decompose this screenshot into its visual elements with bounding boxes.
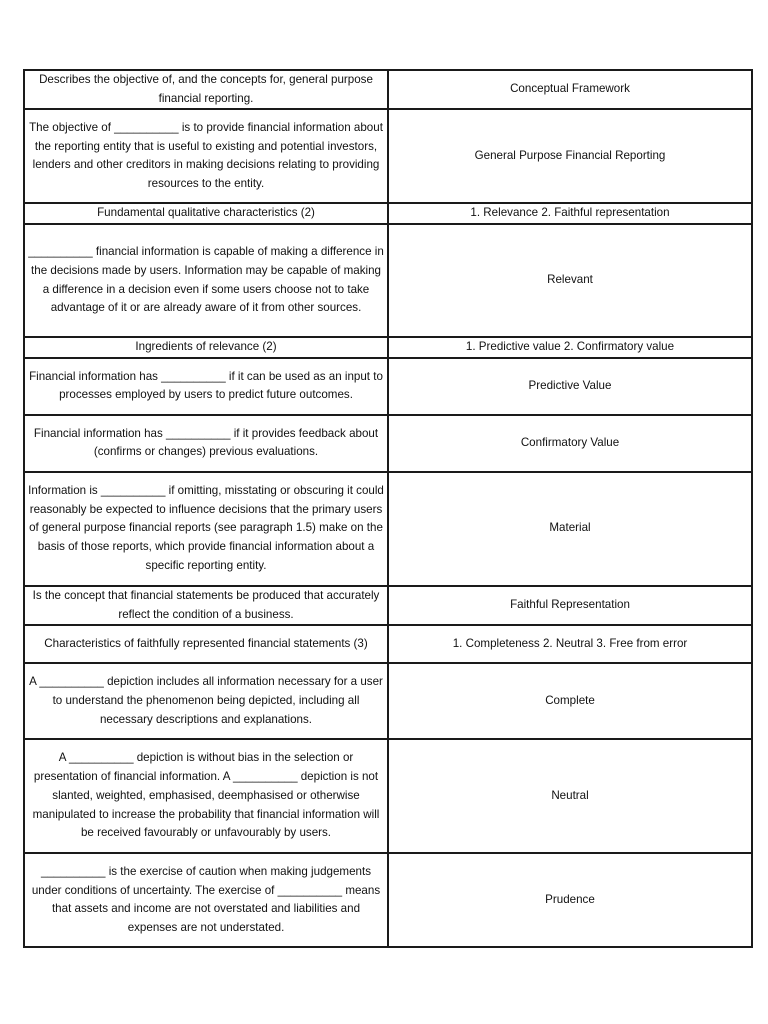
table-row xyxy=(24,70,752,109)
answer-cell: 1. Relevance 2. Faithful representation xyxy=(388,203,752,224)
question-cell: Fundamental qualitative characteristics (2) xyxy=(24,203,388,224)
table-row xyxy=(24,109,752,203)
answer-cell: 1. Completeness 2. Neutral 3. Free from error xyxy=(388,625,752,663)
table-row xyxy=(24,224,752,337)
table-row xyxy=(24,625,752,663)
table-row xyxy=(24,853,752,947)
answer-cell: Relevant xyxy=(388,224,752,337)
question-cell: Financial information has __________ if it can be used as an input to processes employed by users to predict future outcomes. xyxy=(24,358,388,415)
answer-cell: General Purpose Financial Reporting xyxy=(388,109,752,203)
answer-cell: Predictive Value xyxy=(388,358,752,415)
question-cell: __________ financial information is capable of making a difference in the decisions made by users. Information may be capable of making a difference in a decision even if some users choose not to take advantage of it or are already aware of it from other sources. xyxy=(24,224,388,337)
question-cell: __________ is the exercise of caution when making judgements under conditions of uncertainty. The exercise of __________ means that assets and income are not overstated and liabilities and expenses are not understated. xyxy=(24,853,388,947)
question-cell: A __________ depiction is without bias in the selection or presentation of financial information. A __________ depiction is not slanted, weighted, emphasised, deemphasised or otherwise manipulated to increase the probability that financial information will be received favourably or unfavourably by users. xyxy=(24,739,388,853)
table-row xyxy=(24,415,752,472)
table-row xyxy=(24,358,752,415)
question-cell: Describes the objective of, and the concepts for, general purpose financial reporting. xyxy=(24,70,388,109)
question-cell: A __________ depiction includes all information necessary for a user to understand the phenomenon being depicted, including all necessary descriptions and explanations. xyxy=(24,663,388,739)
answer-cell: Material xyxy=(388,472,752,586)
question-cell: Information is __________ if omitting, misstating or obscuring it could reasonably be expected to influence decisions that the primary users of general purpose financial reports (see paragraph 1.5) make on the basis of those reports, which provide financial information about a specific reporting entity. xyxy=(24,472,388,586)
question-cell: The objective of __________ is to provide financial information about the reporting entity that is useful to existing and potential investors, lenders and other creditors in making decisions relating to providing resources to the entity. xyxy=(24,109,388,203)
question-cell: Characteristics of faithfully represented financial statements (3) xyxy=(24,625,388,663)
question-cell: Financial information has __________ if it provides feedback about (confirms or changes) previous evaluations. xyxy=(24,415,388,472)
answer-cell: Conceptual Framework xyxy=(388,70,752,109)
question-cell: Is the concept that financial statements be produced that accurately reflect the condition of a business. xyxy=(24,586,388,625)
table-row xyxy=(24,203,752,224)
answer-cell: Faithful Representation xyxy=(388,586,752,625)
table-row xyxy=(24,739,752,853)
answer-cell: 1. Predictive value 2. Confirmatory value xyxy=(388,337,752,358)
table-row xyxy=(24,472,752,586)
answer-cell: Confirmatory Value xyxy=(388,415,752,472)
flashcard-table xyxy=(23,69,753,948)
answer-cell: Prudence xyxy=(388,853,752,947)
question-cell: Ingredients of relevance (2) xyxy=(24,337,388,358)
table-row xyxy=(24,337,752,358)
table-row xyxy=(24,663,752,739)
answer-cell: Neutral xyxy=(388,739,752,853)
answer-cell: Complete xyxy=(388,663,752,739)
table-row xyxy=(24,586,752,625)
